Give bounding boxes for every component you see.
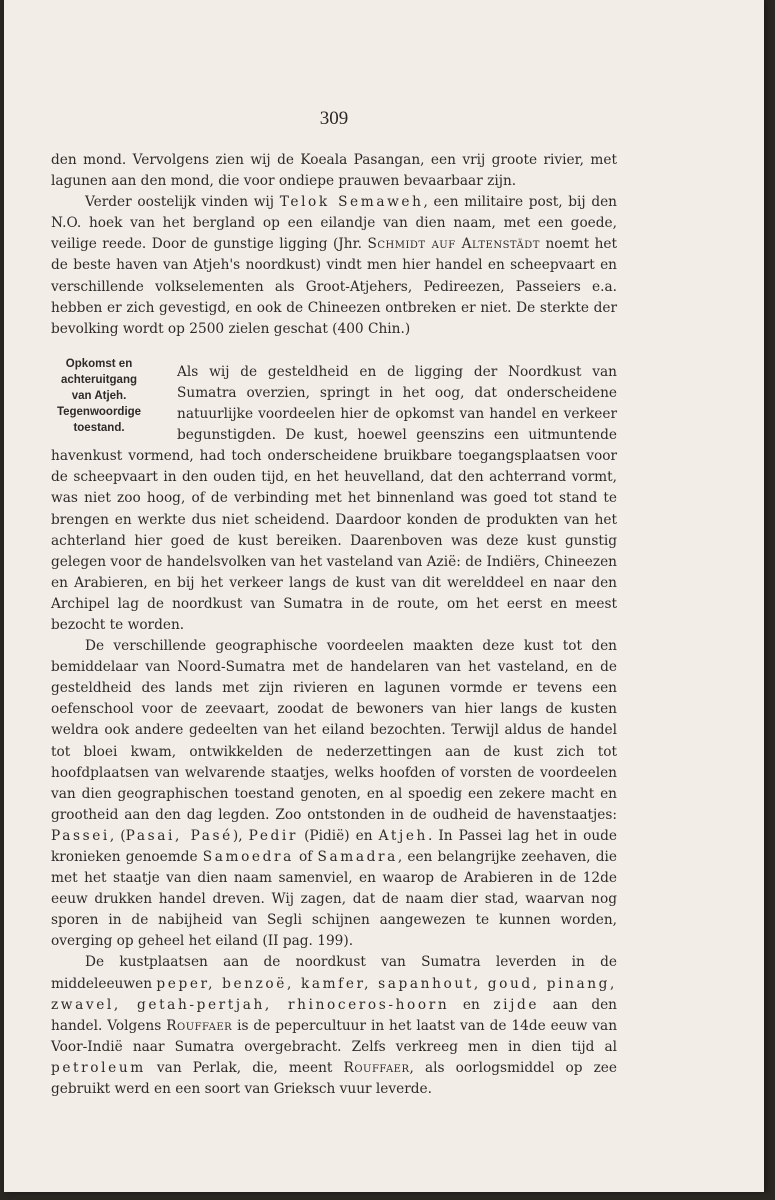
paragraph-3: Als wij de gesteldheid en de ligging der Noordkust van Sumatra overzien, springt in het oog, dat onderscheidene natuurlijke voordeelen hier de opkomst van handel en verkeer begunstigden. De kust, hoewel geenszins een uitmuntende havenkust vormend, had toch onderscheidene bruikbare toegangsplaatsen voor de scheepvaart in den ouden tijd, en het heuvelland, dat den achterrand vormt, was niet zoo hoog, of de verbinding met het binnenland was goed tot stand te brengen en werkte dus niet scheidend. Daardoor konden de produkten van het achterland hier goed de kust bereiken. Daarenboven was deze kust gunstig gelegen voor de handelsvolken van het vasteland van Azië: de Indiërs, Chineezen en Arabieren, en bij het verkeer langs de kust van dit werelddeel en naar den Archipel lag de noordkust van Sumatra in de route, om het eerst en meest bezocht te worden. — [51, 363, 617, 633]
paragraph-5: De kustplaatsen aan de noordkust van Sumatra leverden in de middeleeuwen peper, benzoë, kamfer, sapanhout, goud, pinang, zwavel, getah-pertjah, rhinoceros-hoorn en zijde aan den handel. Volgens Rouffaer is de pepercultuur in het laatst van de 14de eeuw van Voor-Indië naar Sumatra overgebracht. Zelfs verkreeg men in dien tijd al petroleum van Perlak, die, meent Rouffaer, als oorlogsmiddel op zee gebruikt werd en een soort van Grieksch vuur leverde. — [51, 954, 618, 1098]
margin-note: Opkomst en achteruitgang van Atjeh. Tegenwoordige toestand. — [56, 358, 142, 434]
paragraph-2: Verder oostelijk vinden wij Telok Semaweh, een militaire post, bij den N.O. hoek van het bergland op een eilandje van dien naam, met een goede, veilige reede. Door de gunstige ligging (Jhr. Schmidt auf Altenstädt noemt het de beste haven van Atjeh's noordkust) vindt men hier handel en scheepvaart en verschillende volkselementen als Groot-Atjehers, Pedireezen, Passeiers e.a. hebben er zich gevestigd, en ook de Chineezen ontbreken er niet. De sterkte der bevolking wordt op 2500 zielen geschat (400 Chin.) — [51, 194, 618, 337]
paragraph-1: den mond. Vervolgens zien wij de Koeala Pasangan, een vrij groote rivier, met lagunen aan den mond, die voor ondiepe prauwen bevaarbaar zijn. — [51, 152, 617, 190]
margin-note-spacer — [51, 362, 177, 446]
book-page — [4, 0, 764, 1192]
paragraph-4: De verschillende geographische voordeelen maakten deze kust tot den bemiddelaar van Noord-Sumatra met de handelaren van het vasteland, en de gesteldheid des lands met zijn rivieren en lagunen vormde er tevens een oefenschool voor de zeevaart, zoodat de bewoners van hier langs de kusten weldra ook andere gedeelten van het eiland bezochten. Terwijl aldus de handel tot bloei kwam, ontwikkelden de nederzettingen aan de kust zich tot hoofdplaatsen van welvarende staatjes, welks hoofden of vorsten de voordeelen van dien geographischen toestand genoten, en al spoedig een zekere macht en grootheid aan den dag legden. Zoo ontstonden in de oudheid de havenstaatjes: Passei, (Pasai, Pasé), Pedir (Pidië) en Atjeh. In Passei lag het in oude kronieken genoemde Samoedra of Samadra, een belangrijke zeehaven, die met het staatje van dien naam samenviel, en waarop de Arabieren in de 12de eeuw drukken handel dreven. Wij zagen, dat de naam dier stad, waarvan nog sporen in de nabijheid van Segli schijnen aangewezen te kunnen worden, overging op geheel het eiland (II pag. 199). — [51, 638, 618, 950]
body-text — [51, 150, 617, 1100]
page-number: 309 — [319, 108, 349, 129]
